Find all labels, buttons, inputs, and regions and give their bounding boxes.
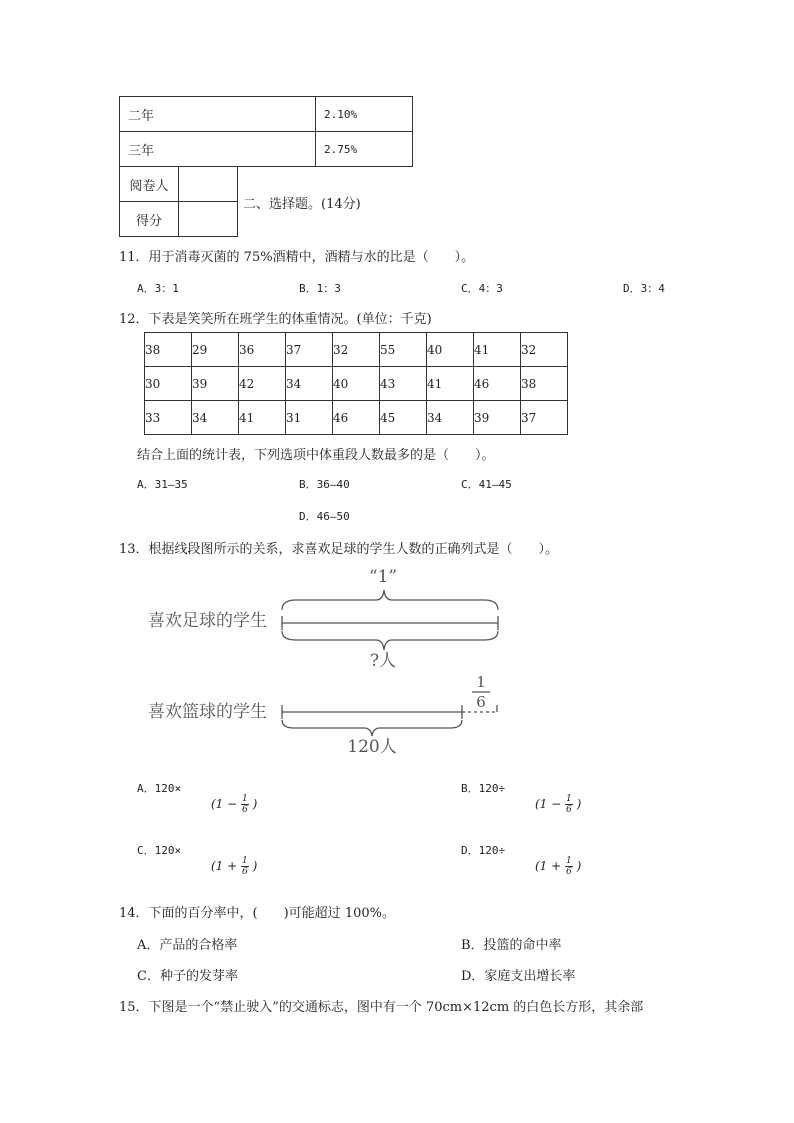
basketball-count-label: 120人	[347, 737, 397, 757]
weight-cell: 55	[380, 333, 427, 367]
weight-cell: 34	[286, 367, 333, 401]
reviewer-blank	[179, 167, 238, 202]
weight-cell: 42	[239, 367, 286, 401]
rate-value-cell: 2.75%	[316, 132, 413, 167]
reviewer-label: 阅卷人	[120, 167, 179, 202]
weight-cell: 38	[145, 333, 192, 367]
q13-option-c-expr	[211, 856, 257, 877]
fraction-numerator: 1	[242, 856, 248, 866]
q11-option-d: D．3：4	[623, 282, 665, 295]
weight-cell: 40	[333, 367, 380, 401]
q11-option-b: B．1：3	[299, 282, 341, 295]
weight-cell: 41	[474, 333, 521, 367]
fraction-denominator: 6	[476, 693, 486, 711]
weight-cell: 33	[145, 401, 192, 435]
weight-cell: 36	[239, 333, 286, 367]
weight-cell: 41	[239, 401, 286, 435]
weight-cell: 41	[427, 367, 474, 401]
q13-option-b: B．120÷	[461, 782, 506, 795]
q13-option-a-expr	[211, 794, 257, 815]
weight-cell: 38	[521, 367, 568, 401]
fraction	[241, 794, 249, 815]
interest-rate-table	[119, 96, 413, 167]
expr-close: )	[576, 859, 582, 873]
q14-option-b: B．投篮的命中率	[461, 938, 562, 953]
fraction-numerator: 1	[566, 794, 572, 804]
weight-cell: 32	[521, 333, 568, 367]
q13-option-d-expr	[535, 856, 581, 877]
weight-cell: 39	[192, 367, 239, 401]
expr-open: (1 +	[535, 859, 562, 873]
weight-cell: 32	[333, 333, 380, 367]
table-row	[120, 202, 238, 237]
table-row	[120, 167, 238, 202]
score-label: 得分	[120, 202, 179, 237]
q12-option-d: D．46—50	[299, 510, 350, 523]
q12-follow-text: 结合上面的统计表，下列选项中体重段人数最多的是（ ）。	[137, 448, 495, 463]
weight-cell: 40	[427, 333, 474, 367]
q12-option-c: C．41—45	[461, 478, 512, 491]
fraction-denominator: 6	[242, 867, 248, 877]
expr-open: (1 +	[211, 859, 238, 873]
section-title: 二、选择题。(14分)	[243, 197, 361, 212]
rate-value-cell: 2.10%	[316, 97, 413, 132]
fraction-numerator: 1	[476, 673, 486, 691]
fraction-denominator: 6	[566, 867, 572, 877]
table-row	[120, 132, 413, 167]
table-row	[120, 97, 413, 132]
rate-year-cell: 三年	[120, 132, 316, 167]
rate-year-cell: 二年	[120, 97, 316, 132]
table-row	[145, 367, 568, 401]
weight-cell: 37	[521, 401, 568, 435]
fraction	[565, 794, 573, 815]
weight-cell: 39	[474, 401, 521, 435]
bottom-brace	[282, 631, 498, 650]
fraction-denominator: 6	[242, 805, 248, 815]
q14-option-c: C．种子的发芽率	[137, 969, 238, 984]
fraction	[565, 856, 573, 877]
expr-close: )	[252, 797, 258, 811]
basketball-brace	[282, 720, 462, 736]
weight-cell: 46	[474, 367, 521, 401]
q14-stem: 14．下面的百分率中，( )可能超过 100%。	[119, 906, 395, 921]
q13-option-a: A．120×	[137, 782, 182, 795]
score-box	[119, 166, 238, 237]
q13-stem: 13．根据线段图所示的关系，求喜欢足球的学生人数的正确列式是（ ）。	[119, 542, 559, 557]
fraction-numerator: 1	[566, 856, 572, 866]
q13-option-d: D．120÷	[461, 844, 506, 857]
football-label: 喜欢足球的学生	[148, 611, 267, 631]
fraction	[241, 856, 249, 877]
weight-cell: 34	[192, 401, 239, 435]
q13-option-c: C．120×	[137, 844, 182, 857]
weight-cell: 46	[333, 401, 380, 435]
weight-cell: 45	[380, 401, 427, 435]
q14-option-a: A．产品的合格率	[137, 938, 238, 953]
expr-open: (1 −	[535, 797, 562, 811]
weight-cell: 29	[192, 333, 239, 367]
fraction-numerator: 1	[242, 794, 248, 804]
line-segment-diagram	[140, 560, 540, 760]
weight-table	[144, 332, 568, 435]
weight-cell: 37	[286, 333, 333, 367]
weight-cell: 31	[286, 401, 333, 435]
top-brace	[282, 590, 498, 610]
basketball-label: 喜欢篮球的学生	[148, 702, 267, 722]
weight-cell: 43	[380, 367, 427, 401]
q11-option-c: C．4：3	[461, 282, 503, 295]
q12-option-b: B．36—40	[299, 478, 350, 491]
expr-close: )	[252, 859, 258, 873]
q11-option-a: A．3：1	[137, 282, 179, 295]
q13-option-b-expr	[535, 794, 581, 815]
expr-close: )	[576, 797, 582, 811]
fraction-denominator: 6	[566, 805, 572, 815]
score-blank	[179, 202, 238, 237]
q12-option-a: A．31—35	[137, 478, 188, 491]
q11-stem: 11．用于消毒灭菌的 75%酒精中，酒精与水的比是（ ）。	[119, 250, 475, 265]
table-row	[145, 401, 568, 435]
unit-one-label: “1”	[368, 567, 398, 587]
weight-cell: 34	[427, 401, 474, 435]
q14-option-d: D．家庭支出增长率	[461, 969, 576, 984]
expr-open: (1 −	[211, 797, 238, 811]
weight-cell: 30	[145, 367, 192, 401]
q12-stem: 12．下表是笑笑所在班学生的体重情况。(单位：千克)	[119, 312, 432, 327]
table-row	[145, 333, 568, 367]
football-unknown-label: ?人	[369, 651, 397, 671]
q15-stem: 15．下图是一个“禁止驶入”的交通标志，图中有一个 70cm×12cm 的白色长方形，其余部	[119, 1000, 644, 1015]
